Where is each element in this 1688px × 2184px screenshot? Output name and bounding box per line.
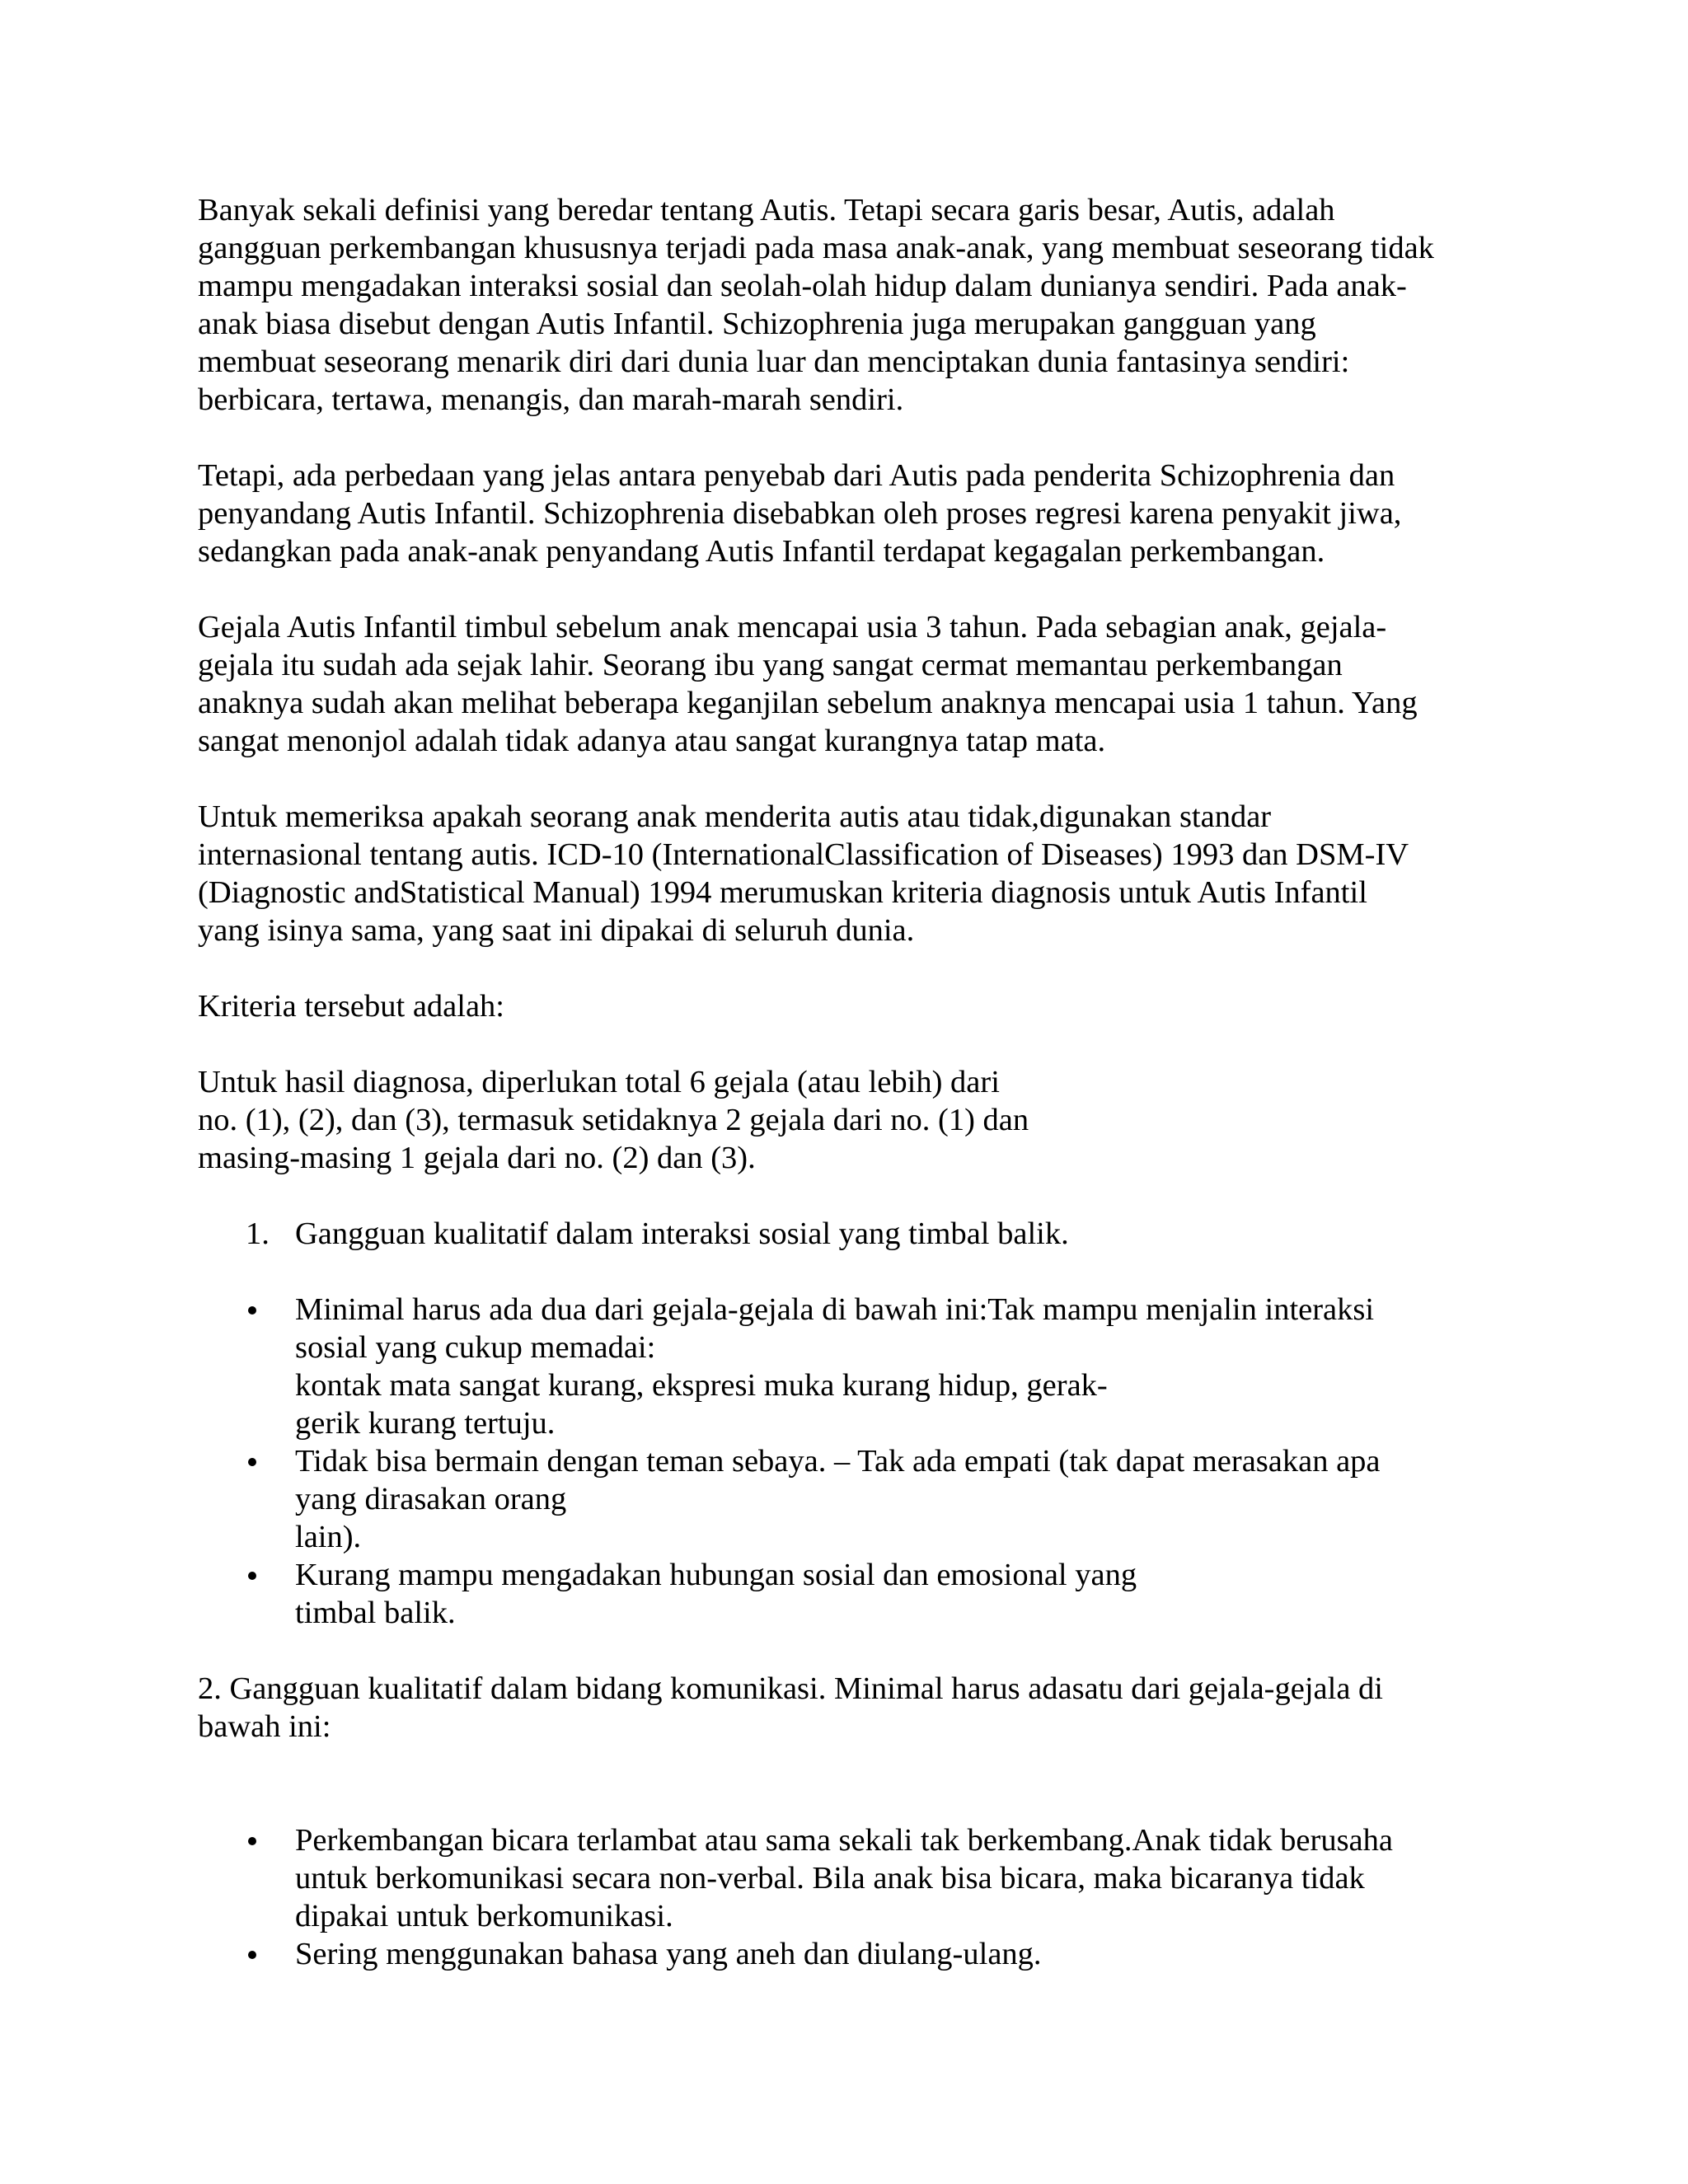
text-line: bawah ini:	[198, 1709, 331, 1744]
text-line: Untuk hasil diagnosa, diperlukan total 6 gejala (atau lebih) dari	[198, 1065, 1000, 1099]
text-line: Kurang mampu mengadakan hubungan sosial dan emosional yang	[295, 1558, 1137, 1592]
text-line: Kriteria tersebut adalah:	[198, 989, 504, 1024]
bullet-list-komunikasi	[198, 1821, 1484, 1973]
bullet-icon	[248, 1837, 256, 1845]
text-line: mampu mengadakan interaksi sosial dan seolah-olah hidup dalam dunianya sendiri. Pada anak-	[198, 269, 1407, 303]
text-line: Sering menggunakan bahasa yang aneh dan diulang-ulang.	[295, 1937, 1042, 1971]
text-line: Tidak bisa bermain dengan teman sebaya. – Tak ada empati (tak dapat merasakan apa	[295, 1444, 1381, 1479]
text-line: Gangguan kualitatif dalam interaksi sosial yang timbal balik.	[295, 1216, 1069, 1251]
list-item	[198, 1821, 1484, 1935]
paragraph-gangguan-komunikasi	[198, 1670, 1484, 1746]
text-line: kontak mata sangat kurang, ekspresi muka kurang hidup, gerak-	[295, 1368, 1108, 1403]
text-line: sangat menonjol adalah tidak adanya atau sangat kurangnya tatap mata.	[198, 724, 1106, 758]
text-line: anak biasa disebut dengan Autis Infantil. Schizophrenia juga merupakan gangguan yang	[198, 307, 1316, 341]
text-line: anaknya sudah akan melihat beberapa keganjilan sebelum anaknya mencapai usia 1 tahun. Yang	[198, 686, 1418, 720]
text-line: 2. Gangguan kualitatif dalam bidang komunikasi. Minimal harus adasatu dari gejala-gejala di	[198, 1671, 1383, 1706]
text-line: Perkembangan bicara terlambat atau sama sekali tak berkembang.Anak tidak berusaha	[295, 1823, 1393, 1858]
list-item	[198, 1291, 1484, 1442]
text-line: timbal balik.	[295, 1596, 456, 1630]
text-line: internasional tentang autis. ICD-10 (InternationalClassification of Diseases) 1993 dan DSM-IV	[198, 837, 1409, 872]
text-line: lain).	[295, 1520, 362, 1554]
bullet-list-interaksi-sosial	[198, 1291, 1484, 1632]
text-line: (Diagnostic andStatistical Manual) 1994 merumuskan kriteria diagnosis untuk Autis Infantil	[198, 875, 1367, 910]
list-item	[198, 1935, 1484, 1973]
text-line: masing-masing 1 gejala dari no. (2) dan (3).	[198, 1141, 756, 1175]
text-line: Minimal harus ada dua dari gejala-gejala di bawah ini:Tak mampu menjalin interaksi	[295, 1292, 1375, 1327]
list-number: 1.	[246, 1216, 270, 1251]
text-line: yang dirasakan orang	[295, 1482, 567, 1516]
text-line: penyandang Autis Infantil. Schizophrenia disebabkan oleh proses regresi karena penyakit jiwa,	[198, 496, 1402, 531]
text-line: sedangkan pada anak-anak penyandang Autis Infantil terdapat kegagalan perkembangan.	[198, 534, 1325, 569]
text-line: untuk berkomunikasi secara non-verbal. Bila anak bisa bicara, maka bicaranya tidak	[295, 1861, 1365, 1896]
bullet-icon	[248, 1572, 256, 1580]
bullet-icon	[248, 1458, 256, 1466]
text-line: dipakai untuk berkomunikasi.	[295, 1899, 673, 1933]
text-line: Banyak sekali definisi yang beredar tentang Autis. Tetapi secara garis besar, Autis, adalah	[198, 193, 1335, 227]
bullet-icon	[248, 1306, 256, 1315]
list-item	[198, 1556, 1484, 1632]
list-item	[198, 1442, 1484, 1556]
text-line: Tetapi, ada perbedaan yang jelas antara penyebab dari Autis pada penderita Schizophrenia dan	[198, 458, 1395, 493]
bullet-icon	[248, 1951, 256, 1959]
text-line: gerik kurang tertuju.	[295, 1406, 556, 1441]
numbered-item-1	[198, 1215, 1484, 1253]
text-line: berbicara, tertawa, menangis, dan marah-marah sendiri.	[198, 382, 904, 417]
text-line: membuat seseorang menarik diri dari dunia luar dan menciptakan dunia fantasinya sendiri:	[198, 344, 1350, 379]
paragraph-autis-definition	[198, 191, 1484, 419]
text-line: Gejala Autis Infantil timbul sebelum anak mencapai usia 3 tahun. Pada sebagian anak, gejala-	[198, 610, 1387, 644]
paragraph-standar-internasional	[198, 798, 1484, 949]
text-line: yang isinya sama, yang saat ini dipakai di seluruh dunia.	[198, 913, 915, 948]
text-line: no. (1), (2), dan (3), termasuk setidaknya 2 gejala dari no. (1) dan	[198, 1103, 1029, 1137]
paragraph-perbedaan	[198, 457, 1484, 570]
paragraph-hasil-diagnosa	[198, 1063, 1484, 1177]
paragraph-gejala	[198, 608, 1484, 760]
document-page	[198, 191, 1484, 1973]
text-line: sosial yang cukup memadai:	[295, 1330, 656, 1365]
text-line: gejala itu sudah ada sejak lahir. Seorang ibu yang sangat cermat memantau perkembangan	[198, 648, 1343, 682]
text-line: gangguan perkembangan khususnya terjadi pada masa anak-anak, yang membuat seseorang tidak	[198, 231, 1434, 265]
text-line: Untuk memeriksa apakah seorang anak menderita autis atau tidak,digunakan standar	[198, 799, 1272, 834]
paragraph-kriteria-heading	[198, 987, 1484, 1025]
